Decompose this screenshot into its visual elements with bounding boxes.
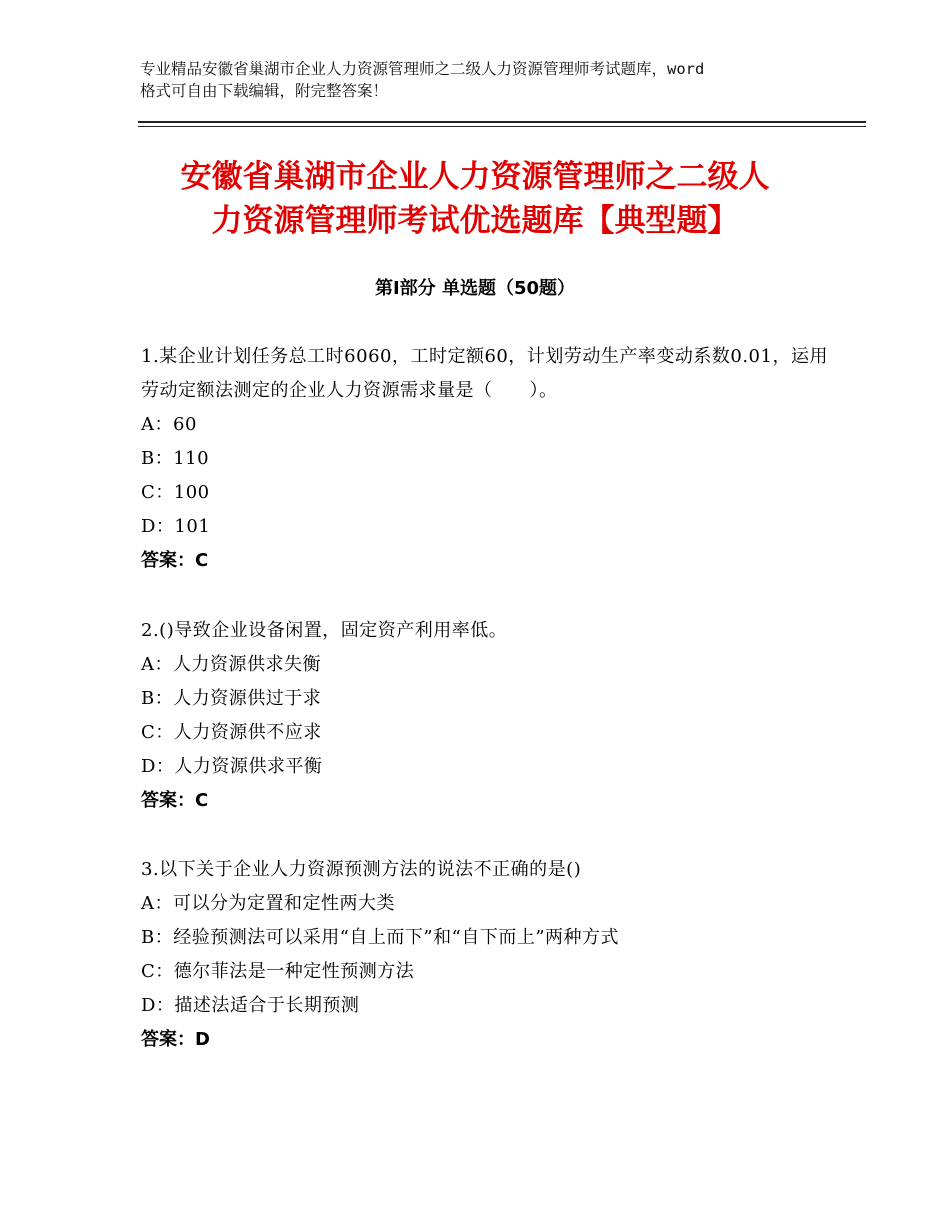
option-b: B：110 bbox=[141, 448, 210, 469]
question-2 bbox=[141, 614, 831, 818]
option-b: B：人力资源供过于求 bbox=[141, 688, 322, 709]
question-1 bbox=[141, 340, 831, 578]
option-d: D：人力资源供求平衡 bbox=[141, 756, 323, 777]
question-stem: 3.以下关于企业人力资源预测方法的说法不正确的是() bbox=[141, 859, 582, 880]
question-stem: 2.()导致企业设备闲置，固定资产利用率低。 bbox=[141, 620, 508, 641]
option-c: C：人力资源供不应求 bbox=[141, 722, 322, 743]
question-3 bbox=[141, 853, 831, 1057]
title-line-2: 力资源管理师考试优选题库【典型题】 bbox=[211, 203, 739, 239]
document-header-note bbox=[140, 58, 830, 102]
option-a: A：人力资源供求失衡 bbox=[141, 654, 321, 675]
option-b: B：经验预测法可以采用“自上而下”和“自下而上”两种方式 bbox=[141, 927, 620, 948]
header-note-line-1: 专业精品安徽省巢湖市企业人力资源管理师之二级人力资源管理师考试题库，word bbox=[140, 60, 705, 78]
option-a: A：60 bbox=[141, 414, 197, 435]
document-title bbox=[100, 155, 850, 243]
option-c: C：100 bbox=[141, 482, 210, 503]
header-divider-thin bbox=[138, 126, 866, 127]
answer-label: 答案：C bbox=[141, 550, 209, 571]
section-title: 第Ⅰ部分 单选题（50题） bbox=[374, 278, 575, 299]
header-divider-thick bbox=[138, 121, 866, 123]
option-a: A：可以分为定置和定性两大类 bbox=[141, 893, 395, 914]
title-line-1: 安徽省巢湖市企业人力资源管理师之二级人 bbox=[180, 159, 770, 195]
header-note-line-2: 格式可自由下载编辑，附完整答案！ bbox=[140, 82, 389, 100]
option-c: C：德尔菲法是一种定性预测方法 bbox=[141, 961, 415, 982]
answer-label: 答案：C bbox=[141, 790, 209, 811]
option-d: D：101 bbox=[141, 516, 211, 537]
answer-label: 答案：D bbox=[141, 1029, 210, 1050]
option-d: D：描述法适合于长期预测 bbox=[141, 995, 360, 1016]
question-stem: 1.某企业计划任务总工时6060，工时定额60，计划劳动生产率变动系数0.01，运用劳动定额法测定的企业人力资源需求量是（ ）。 bbox=[141, 346, 828, 401]
